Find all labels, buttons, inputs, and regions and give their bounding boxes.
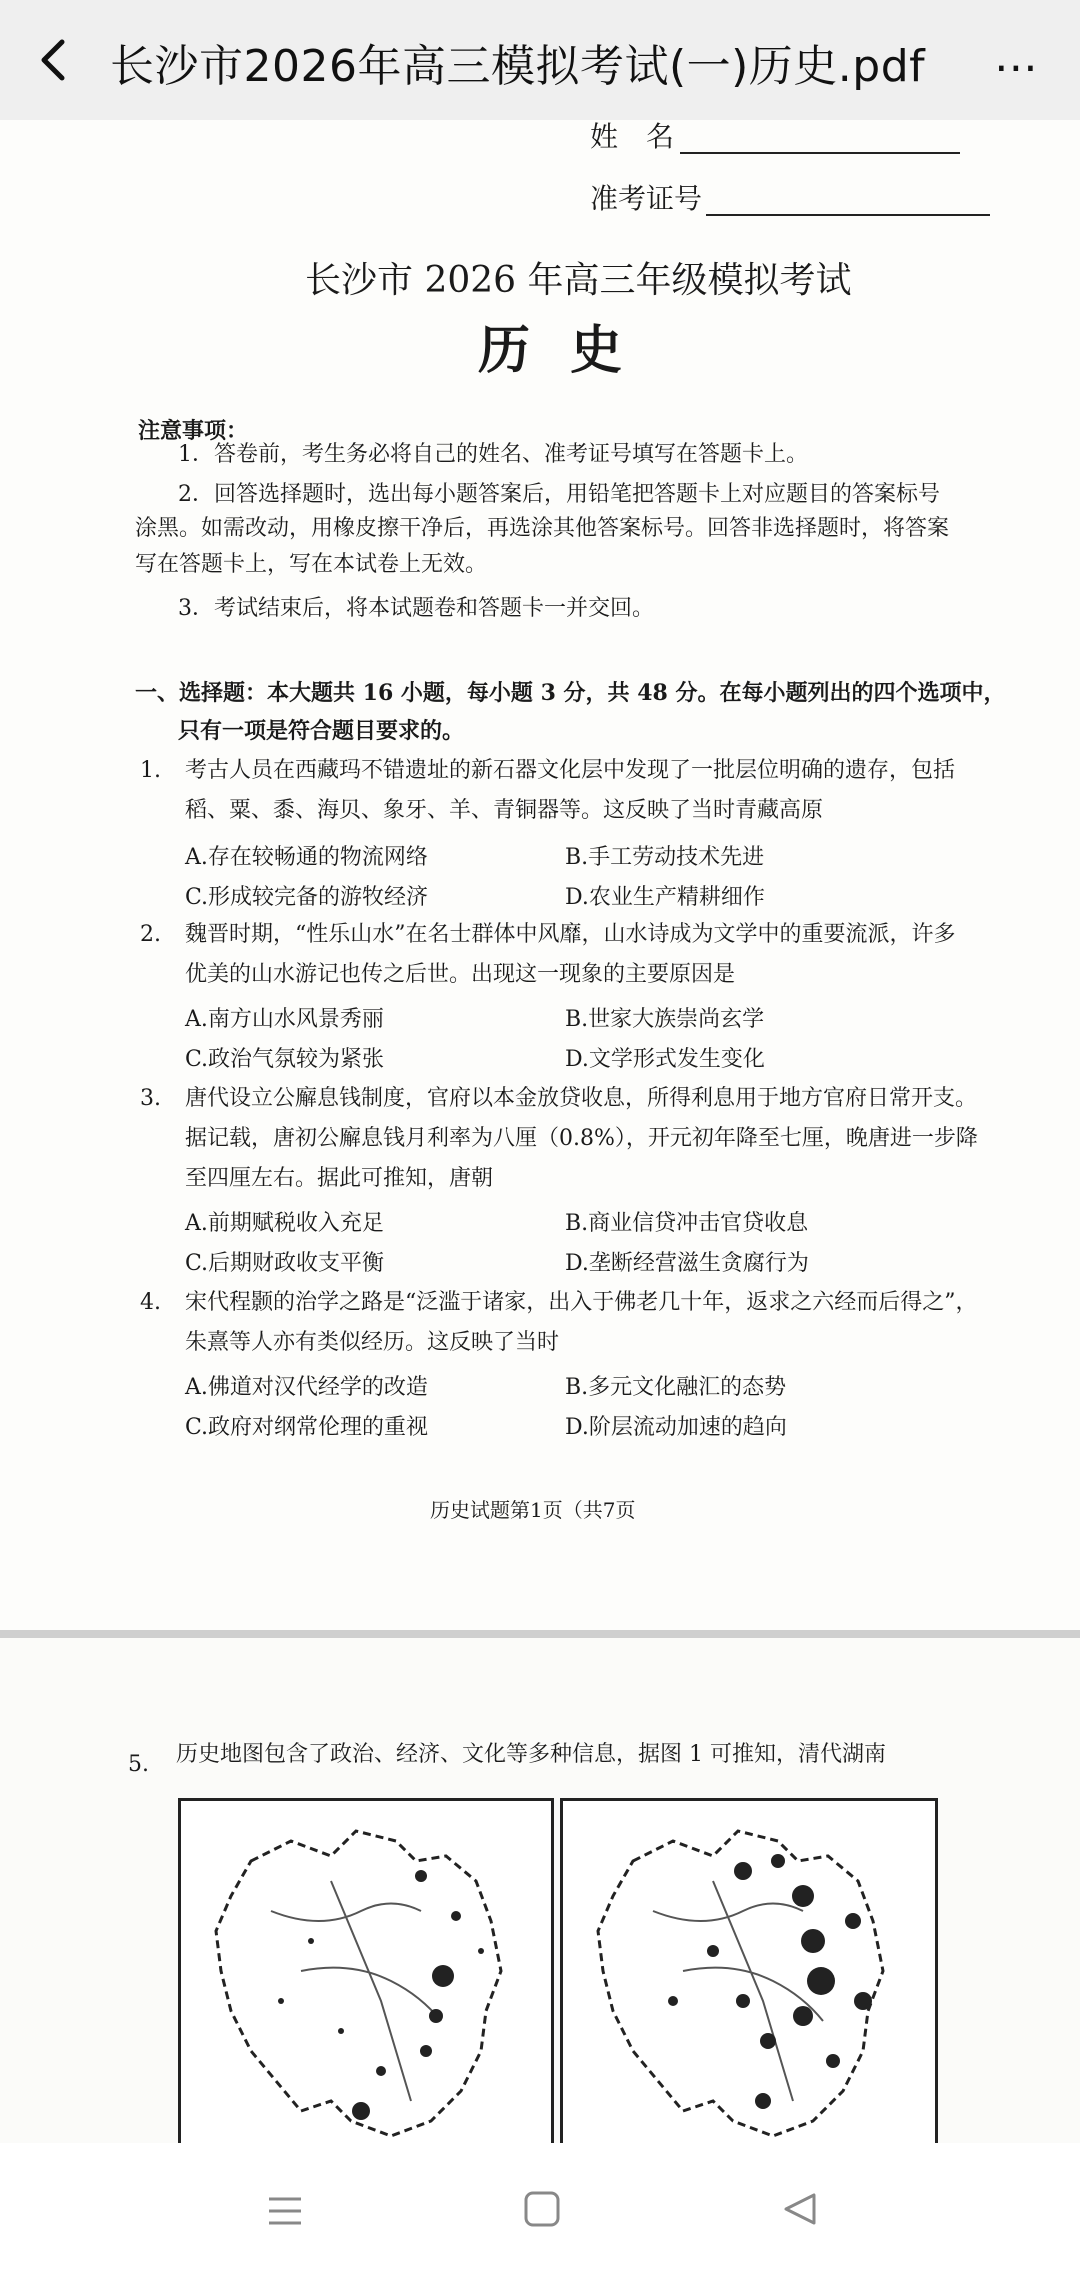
q3-option-c: C.后期财政收支平衡 [185, 1251, 385, 1276]
q5-number: 5. [128, 1752, 149, 1777]
exam-title: 长沙市 2026 年高三年级模拟考试 [305, 260, 852, 301]
notice-item-3: 3．考试结束后，将本试题卷和答题卡一并交回。 [178, 596, 654, 621]
q4-stem: 宋代程颢的治学之路是“泛滥于诸家，出入于佛老几十年，返求之六经而后得之”， [185, 1290, 978, 1315]
map-left [178, 1798, 554, 2149]
q4-option-d: D.阶层流动加速的趋向 [565, 1415, 787, 1440]
q2-number: 2. [140, 922, 161, 947]
document-title: 长沙市2026年高三模拟考试(一)历史.pdf [110, 41, 926, 92]
system-nav-bar [0, 2143, 1080, 2278]
home-square-icon[interactable] [522, 2189, 562, 2229]
q3-option-d: D.垄断经营滋生贪腐行为 [565, 1251, 809, 1276]
q3-stem-cont2: 至四厘左右。据此可推知，唐朝 [185, 1166, 494, 1191]
q1-stem-cont: 稻、粟、黍、海贝、象牙、羊、青铜器等。这反映了当时青藏高原 [185, 798, 824, 823]
q3-option-b: B.商业信贷冲击官贷收息 [565, 1211, 809, 1236]
q4-option-b: B.多元文化融汇的态势 [565, 1375, 787, 1400]
q1-number: 1. [140, 758, 161, 783]
menu-lines-icon[interactable] [265, 2191, 305, 2231]
page-divider [0, 1630, 1080, 1638]
notice-item-2-cont: 涂黑。如需改动，用橡皮擦干净后，再选涂其他答案标号。回答非选择题时，将答案 [135, 516, 950, 541]
hunan-map-left [181, 1801, 551, 2146]
notice-title: 注意事项： [138, 418, 249, 444]
q1-option-c: C.形成较完备的游牧经济 [185, 885, 429, 910]
q1-option-d: D.农业生产精耕细作 [565, 885, 765, 910]
q1-option-a: A.存在较畅通的物流网络 [185, 845, 428, 870]
subject-title: 历史 [478, 320, 663, 381]
notice-item-2-cont2: 写在答题卡上，写在本试卷上无效。 [135, 552, 488, 577]
q5-stem: 历史地图包含了政治、经济、文化等多种信息，据图 1 可推知，清代湖南 [176, 1742, 886, 1767]
q2-option-c: C.政治气氛较为紧张 [185, 1047, 385, 1072]
q1-option-b: B.手工劳动技术先进 [565, 845, 765, 870]
hunan-map-right [563, 1801, 935, 2146]
section-1-heading: 一、选择题：本大题共 16 小题，每小题 3 分，共 48 分。在每小题列出的四个选项中， [135, 680, 1006, 706]
q4-stem-cont: 朱熹等人亦有类似经历。这反映了当时 [185, 1330, 560, 1355]
q3-number: 3. [140, 1086, 161, 1111]
back-triangle-icon[interactable] [780, 2189, 820, 2229]
name-label: 姓 名 [590, 120, 960, 154]
q4-option-a: A.佛道对汉代经学的改造 [185, 1375, 428, 1400]
notice-item-1: 1．答卷前，考生务必将自己的姓名、准考证号填写在答题卡上。 [178, 442, 808, 467]
page-footer: 历史试题第1页（共7页 [430, 1498, 636, 1522]
back-arrow-icon[interactable] [34, 36, 74, 84]
q3-option-a: A.前期赋税收入充足 [185, 1211, 384, 1236]
q3-stem-cont: 据记载，唐初公廨息钱月利率为八厘（0.8%），开元初年降至七厘，晚唐进一步降 [185, 1126, 978, 1151]
q4-number: 4. [140, 1290, 161, 1315]
more-dots-icon[interactable]: ⋯ [994, 42, 1042, 93]
map-right [560, 1798, 938, 2149]
q3-stem: 唐代设立公廨息钱制度，官府以本金放贷收息，所得利息用于地方官府日常开支。 [185, 1086, 978, 1111]
q4-option-c: C.政府对纲常伦理的重视 [185, 1415, 429, 1440]
q2-option-d: D.文学形式发生变化 [565, 1047, 765, 1072]
notice-item-2: 2．回答选择题时，选出每小题答案后，用铅笔把答题卡上对应题目的答案标号 [178, 482, 940, 507]
q2-stem-cont: 优美的山水游记也传之后世。出现这一现象的主要原因是 [185, 962, 736, 987]
q2-stem: 魏晋时期，“性乐山水”在名士群体中风靡，山水诗成为文学中的重要流派，许多 [185, 922, 956, 947]
q2-option-a: A.南方山水风景秀丽 [185, 1007, 384, 1032]
q1-stem: 考古人员在西藏玛不错遗址的新石器文化层中发现了一批层位明确的遗存，包括 [185, 758, 956, 783]
id-label: 准考证号 [590, 182, 990, 216]
top-app-bar [0, 0, 1080, 120]
section-1-heading-cont: 只有一项是符合题目要求的。 [178, 718, 465, 744]
q2-option-b: B.世家大族崇尚玄学 [565, 1007, 765, 1032]
